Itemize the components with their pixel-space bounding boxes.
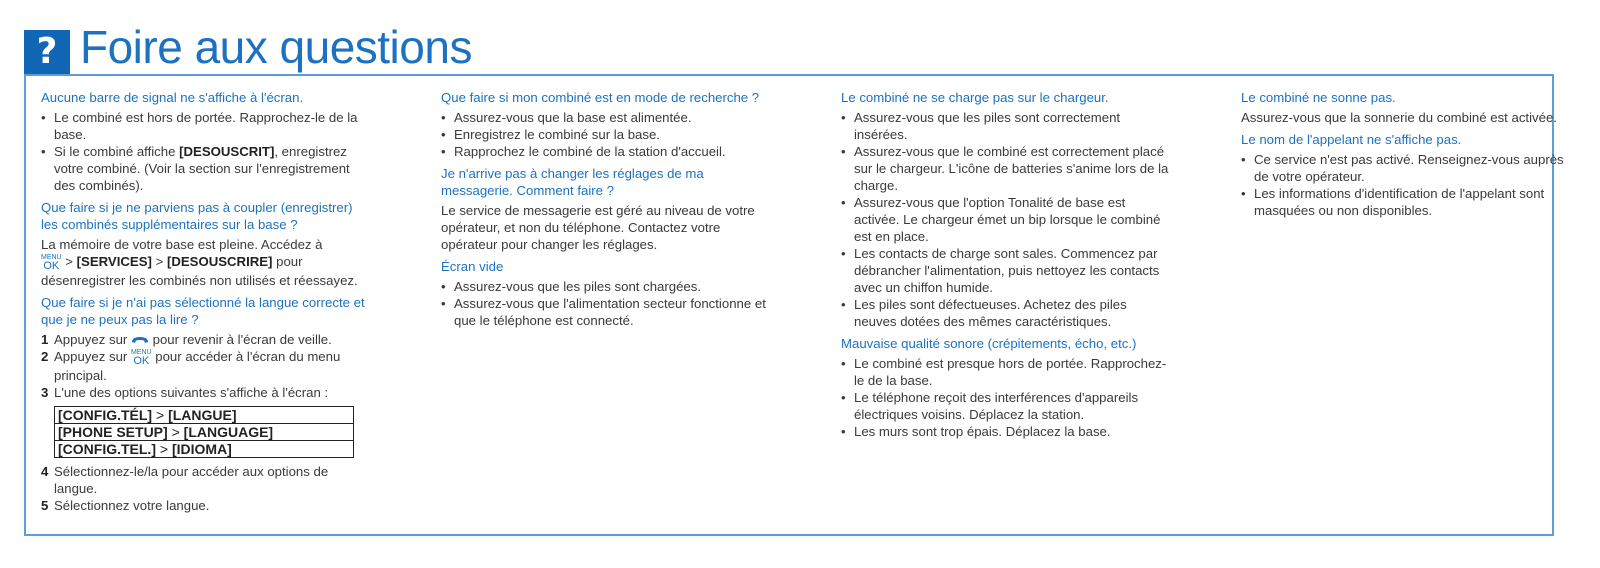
ok-label: OK xyxy=(43,260,60,272)
separator: > xyxy=(151,254,167,269)
list-item: • Les murs sont trop épais. Déplacez la base. xyxy=(841,423,1171,440)
list-item: • Assurez-vous que le combiné est correctement placé sur le chargeur. L'icône de batteries s'anime lors de la charge. xyxy=(841,143,1171,194)
faq-answer xyxy=(41,236,371,289)
step-text: pour revenir à l'écran de veille. xyxy=(148,332,332,347)
list-item: • Assurez-vous que l'alimentation secteur fonctionne et que le téléphone est connecté. xyxy=(441,295,771,329)
list-item: • Le combiné est hors de portée. Rapprochez-le de la base. xyxy=(41,109,371,143)
list-item: • Les piles sont défectueuses. Achetez des piles neuves dotées des mêmes caractéristiques. xyxy=(841,296,1171,330)
step-number: 3 xyxy=(41,385,49,400)
menu-code: [DESOUSCRIT] xyxy=(179,144,275,159)
steps-list xyxy=(41,331,371,401)
menu-label: MENU xyxy=(130,349,152,356)
step-text: L'une des options suivantes s'affiche à l'écran : xyxy=(54,385,329,400)
list-item xyxy=(41,143,371,194)
steps-list xyxy=(41,463,371,514)
list-item: • Les contacts de charge sont sales. Commencez par débrancher l'alimentation, puis nettoyez les contacts avec un chiffon humide. xyxy=(841,245,1171,296)
list-item-text: , enregistrez votre combiné. (Voir la section sur l'enregistrement des combinés). xyxy=(54,144,350,193)
ok-label: OK xyxy=(133,355,150,367)
faq-answer-list xyxy=(441,109,771,160)
menu-ok-icon xyxy=(41,254,62,272)
list-item: • Assurez-vous que l'option Tonalité de base est activée. Le chargeur émet un bip lorsque le combiné est en place. xyxy=(841,194,1171,245)
faq-column-4 xyxy=(1241,89,1571,224)
faq-answer-list xyxy=(41,109,371,194)
separator: > xyxy=(167,424,184,440)
language-menu-table xyxy=(54,406,354,458)
separator: > xyxy=(152,407,169,423)
page-title: Foire aux questions xyxy=(80,21,472,73)
list-item: • Assurez-vous que les piles sont chargées. xyxy=(441,278,771,295)
faq-column-1 xyxy=(41,89,371,519)
menu-code: [LANGUE] xyxy=(168,407,237,423)
menu-label: MENU xyxy=(41,254,62,261)
step-number: 5 xyxy=(41,498,49,513)
faq-question: Écran vide xyxy=(441,259,504,274)
faq-question: Mauvaise qualité sonore (crépitements, écho, etc.) xyxy=(841,336,1137,351)
faq-answer-list xyxy=(1241,151,1571,219)
list-item: • Le combiné est presque hors de portée. Rapprochez-le de la base. xyxy=(841,355,1171,389)
faq-column-3 xyxy=(841,89,1171,445)
list-item: • Assurez-vous que les piles sont correctement insérées. xyxy=(841,109,1171,143)
answer-text: La mémoire de votre base est pleine. Accédez à xyxy=(41,237,323,252)
faq-question: Que faire si je n'ai pas sélectionné la langue correcte et que je ne peux pas la lire ? xyxy=(41,295,365,327)
step-item xyxy=(41,348,371,384)
question-icon: ? xyxy=(24,30,70,74)
faq-question: Le nom de l'appelant ne s'affiche pas. xyxy=(1241,132,1462,147)
table-row xyxy=(55,441,354,458)
faq-question: Je n'arrive pas à changer les réglages de ma messagerie. Comment faire ? xyxy=(441,166,704,198)
list-item-text: Si le combiné affiche xyxy=(54,144,180,159)
separator: > xyxy=(156,441,172,457)
step-item xyxy=(41,463,371,497)
list-item: • Ce service n'est pas activé. Renseignez-vous auprès de votre opérateur. xyxy=(1241,151,1571,185)
faq-answer-list xyxy=(841,109,1171,330)
table-cell xyxy=(55,407,354,424)
step-number: 2 xyxy=(41,349,49,364)
menu-ok-icon xyxy=(131,349,152,367)
menu-code: [CONFIG.TÉL] xyxy=(58,407,153,423)
list-item: • Rapprochez le combiné de la station d'accueil. xyxy=(441,143,771,160)
faq-answer-list xyxy=(441,278,771,329)
step-text: Sélectionnez votre langue. xyxy=(54,498,210,513)
list-item: • Le téléphone reçoit des interférences d'appareils électriques voisins. Déplacez la station. xyxy=(841,389,1171,423)
step-item xyxy=(41,497,371,514)
step-text: pour accéder à l'écran du menu principal. xyxy=(54,349,341,383)
faq-question: Que faire si mon combiné est en mode de recherche ? xyxy=(441,90,760,105)
faq-question: Que faire si je ne parviens pas à coupler (enregistrer) les combinés supplémentaires sur la base ? xyxy=(41,200,353,232)
menu-code: [SERVICES] xyxy=(76,254,152,269)
table-row xyxy=(55,407,354,424)
end-call-icon xyxy=(131,335,149,345)
step-number: 4 xyxy=(41,464,49,479)
separator: > xyxy=(61,254,77,269)
answer-text: pour désenregistrer les combinés non utilisés et réessayez. xyxy=(41,254,358,288)
faq-answer-list xyxy=(841,355,1171,440)
step-item xyxy=(41,384,371,401)
step-text: Appuyez sur xyxy=(54,332,131,347)
faq-question: Aucune barre de signal ne s'affiche à l'écran. xyxy=(41,90,304,105)
list-item: • Les informations d'identification de l'appelant sont masquées ou non disponibles. xyxy=(1241,185,1571,219)
menu-code: [IDIOMA] xyxy=(171,441,232,457)
faq-question: Le combiné ne se charge pas sur le chargeur. xyxy=(841,90,1109,105)
step-text: Appuyez sur xyxy=(54,349,131,364)
faq-answer: Le service de messagerie est géré au niveau de votre opérateur, et non du téléphone. Contactez votre opérateur pour changer les réglages. xyxy=(441,203,755,252)
menu-code: [DESOUSCRIRE] xyxy=(166,254,273,269)
list-item: • Assurez-vous que la base est alimentée. xyxy=(441,109,771,126)
menu-code: [PHONE SETUP] xyxy=(58,424,168,440)
table-cell xyxy=(55,441,354,458)
menu-code: [CONFIG.TEL.] xyxy=(58,441,156,457)
menu-code: [LANGUAGE] xyxy=(183,424,274,440)
step-text: Sélectionnez-le/la pour accéder aux options de langue. xyxy=(54,464,329,496)
table-row xyxy=(55,424,354,441)
step-item xyxy=(41,331,371,348)
step-number: 1 xyxy=(41,332,49,347)
list-item: • Enregistrez le combiné sur la base. xyxy=(441,126,771,143)
table-cell xyxy=(55,424,354,441)
faq-column-2 xyxy=(441,89,771,334)
faq-question: Le combiné ne sonne pas. xyxy=(1241,90,1396,105)
faq-answer: Assurez-vous que la sonnerie du combiné est activée. xyxy=(1241,110,1557,125)
